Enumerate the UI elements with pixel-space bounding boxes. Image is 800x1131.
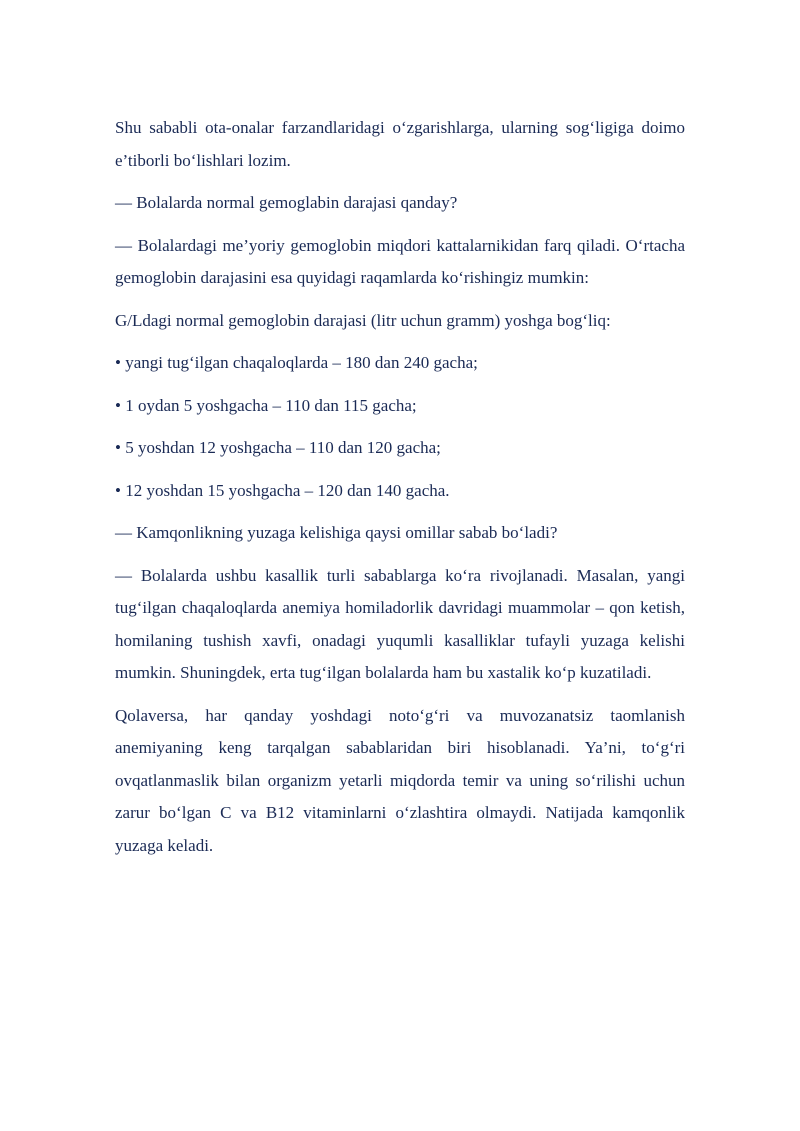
question-normal-level: — Bolalarda normal gemoglabin darajasi qanday? bbox=[115, 193, 458, 212]
paragraph-nutrition: Qolaversa, har qanday yoshdagi noto‘g‘ri va muvozanatsiz taomlanish anemiyaning keng tarqalgan sabablaridan biri hisoblanadi. Ya’ni, to‘g‘ri ovqatlanmaslik bilan organizm yetarli miqdorda temir va uning so‘rilishi uchun zarur bo‘lgan C va B12 vitaminlarni o‘zlashtira olmaydi. Natijada kamqonlik yuzaga keladi. bbox=[115, 705, 685, 855]
answer-causes: — Bolalarda ushbu kasallik turli sabablarga ko‘ra rivojlanadi. Masalan, yangi tug‘ilgan chaqaloqlarda anemiya homiladorlik davridagi muammolar – qon ketish, homilaning tushish xavfi, onadagi yuqumli kasalliklar tufayli yuzaga kelishi mumkin. Shuningdek, erta tug‘ilgan bolalarda ham bu xastalik ko‘p kuzatiladi. bbox=[115, 565, 685, 682]
levels-heading: G/Ldagi normal gemoglobin darajasi (litr uchun gramm) yoshga bog‘liq: bbox=[115, 310, 611, 330]
list-item: • yangi tug‘ilgan chaqaloqlarda – 180 dan 240 gacha; bbox=[115, 353, 478, 372]
paragraph-intro: Shu sababli ota-onalar farzandlaridagi o‘zgarishlarga, ularning sog‘ligiga doimo e’tiborli bo‘lishlari lozim. bbox=[115, 118, 685, 170]
list-item: • 5 yoshdan 12 yoshgacha – 110 dan 120 gacha; bbox=[115, 438, 441, 457]
document-page bbox=[115, 112, 685, 872]
list-item: • 12 yoshdan 15 yoshgacha – 120 dan 140 gacha. bbox=[115, 480, 450, 500]
answer-normal-level: — Bolalardagi me’yoriy gemoglobin miqdori kattalarnikidan farq qiladi. O‘rtacha gemoglobin darajasini esa quyidagi raqamlarda ko‘rishingiz mumkin: bbox=[115, 235, 685, 287]
list-item: • 1 oydan 5 yoshgacha – 110 dan 115 gacha; bbox=[115, 395, 417, 415]
question-causes: — Kamqonlikning yuzaga kelishiga qaysi omillar sabab bo‘ladi? bbox=[115, 523, 558, 542]
